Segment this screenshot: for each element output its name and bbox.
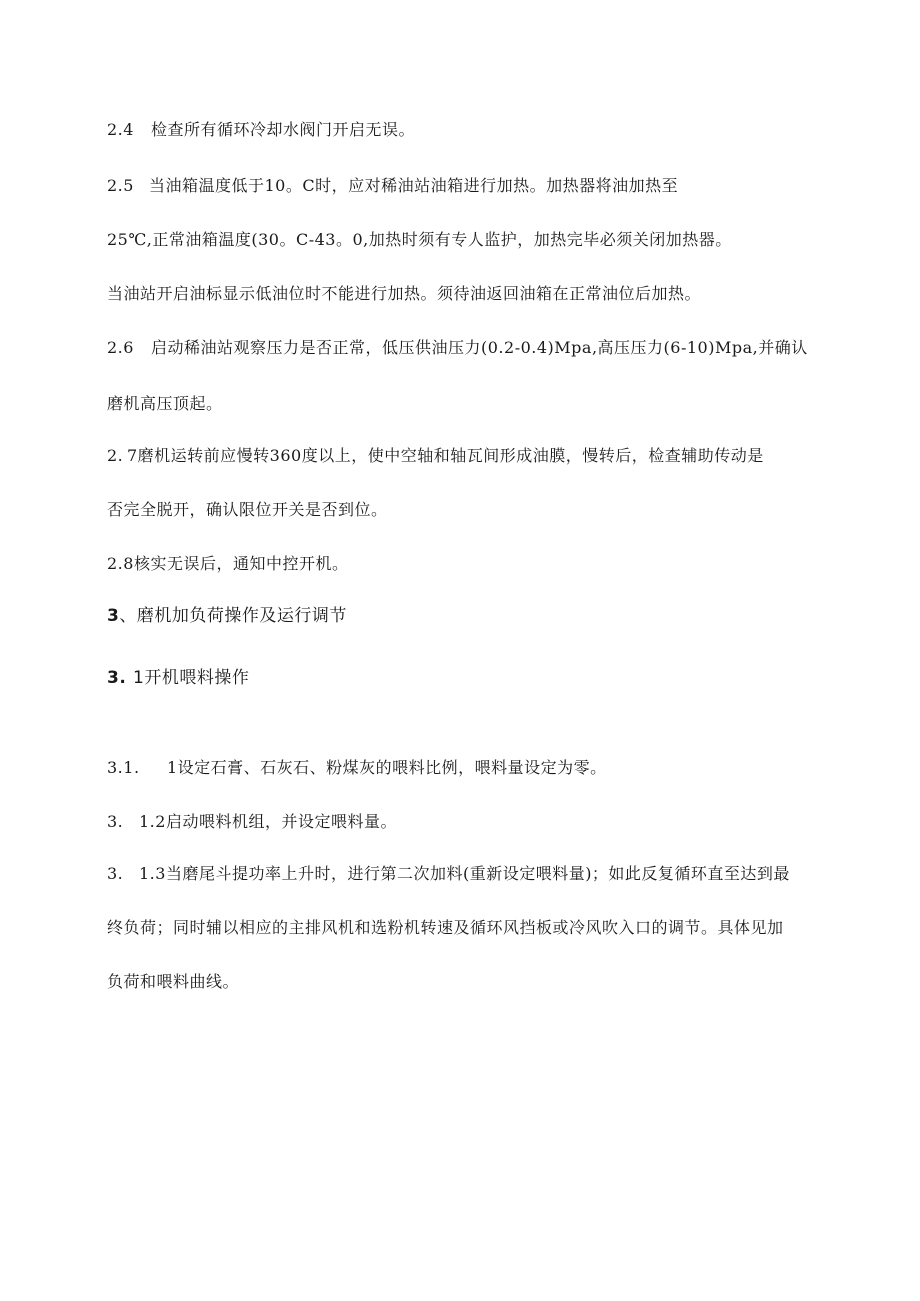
item-2-8 xyxy=(107,554,348,574)
item-text: 1.3当磨尾斗提功率上升时，进行第二次加料(重新设定喂料量)；如此反复循环直至达到最 xyxy=(139,864,790,883)
item-2-5-cont-2 xyxy=(107,284,701,304)
item-text: 负荷和喂料曲线。 xyxy=(107,972,240,991)
item-number: 3. xyxy=(107,812,124,831)
item-number: 2.4 xyxy=(107,120,134,139)
section-title: 1开机喂料操作 xyxy=(133,668,250,688)
item-3-1-3-cont-2 xyxy=(107,972,239,992)
item-text: 当油站开启油标显示低油位时不能进行加热。须待油返回油箱在正常油位后加热。 xyxy=(107,284,702,303)
item-3-1-3 xyxy=(107,864,790,884)
item-2-7 xyxy=(107,446,764,466)
item-text: 当油箱温度低于10。C时，应对稀油站油箱进行加热。加热器将油加热至 xyxy=(149,176,679,195)
item-text: 检查所有循环冷却水阀门开启无误。 xyxy=(151,120,416,139)
item-text: 启动稀油站观察压力是否正常，低压供油压力(0.2-0.4)Mpa,高压压力(6-10)Mpa,并确认 xyxy=(151,338,808,357)
item-text: 1设定石膏、石灰石、粉煤灰的喂料比例，喂料量设定为零。 xyxy=(167,758,607,777)
item-3-1-2 xyxy=(107,812,397,832)
item-3-1-1 xyxy=(107,758,607,778)
item-number: 2.5 xyxy=(107,176,134,195)
item-number: 2. xyxy=(107,446,124,465)
item-2-5 xyxy=(107,176,678,196)
item-3-1-3-cont-1 xyxy=(107,918,784,938)
item-text: 2.8核实无误后，通知中控开机。 xyxy=(107,554,349,573)
item-2-6 xyxy=(107,338,808,358)
section-title: 、磨机加负荷操作及运行调节 xyxy=(119,606,347,626)
item-2-4 xyxy=(107,120,415,140)
section-number: 3 xyxy=(107,606,120,626)
item-number: 2.6 xyxy=(107,338,134,357)
section-number: 3. xyxy=(107,668,127,688)
item-text: 1.2启动喂料机组，并设定喂料量。 xyxy=(139,812,397,831)
item-number: 3.1. xyxy=(107,758,140,777)
item-text: 25℃,正常油箱温度(30。C-43。0,加热时须有专人监护，加热完毕必须关闭加热器。 xyxy=(107,230,732,249)
item-number: 3. xyxy=(107,864,124,883)
item-text: 终负荷；同时辅以相应的主排风机和选粉机转速及循环风挡板或冷风吹入口的调节。具体见加 xyxy=(107,918,784,937)
item-text: 否完全脱开，确认限位开关是否到位。 xyxy=(107,500,388,519)
section-3-1-heading xyxy=(107,668,249,688)
item-2-7-cont xyxy=(107,500,388,520)
item-text: 7磨机运转前应慢转360度以上，使中空轴和轴瓦间形成油膜，慢转后，检查辅助传动是 xyxy=(127,446,764,465)
item-text: 磨机高压顶起。 xyxy=(107,394,223,413)
item-2-6-cont xyxy=(107,394,223,414)
item-2-5-cont-1 xyxy=(107,230,732,250)
section-3-heading xyxy=(107,606,347,626)
